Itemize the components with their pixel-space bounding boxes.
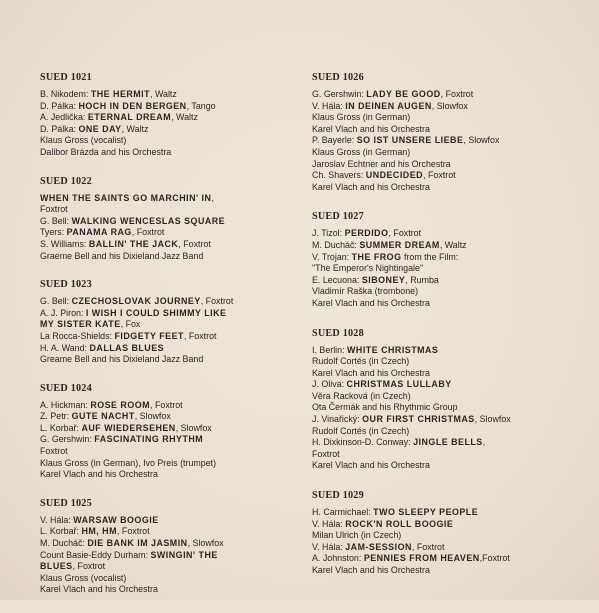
- track-line: [312, 368, 578, 380]
- catalogue-block: [40, 72, 302, 159]
- style-text: , Waltz: [121, 123, 149, 134]
- style-text: , Foxtrot: [72, 561, 106, 572]
- track-title: SIBONEY: [361, 274, 406, 285]
- catalogue-block: [312, 211, 578, 309]
- credit-text: Věra Racková (in Czech): [312, 390, 411, 401]
- credit-text: A. Johnston:: [312, 553, 364, 564]
- credit-text: G. Gershwin:: [40, 434, 95, 445]
- style-text: , Waltz: [150, 89, 177, 99]
- credit-text: V. Hála:: [312, 541, 346, 552]
- catalogue-number: SUED 1026: [312, 72, 364, 83]
- track-title: BLUES: [40, 561, 73, 572]
- track-title: JAM-SESSION: [345, 541, 412, 552]
- credit-text: Foxtrot: [40, 446, 68, 457]
- credit-text: Foxtrot: [312, 448, 340, 459]
- track-line: [40, 124, 302, 136]
- credit-text: Jaroslav Echtner and his Orchestra: [312, 158, 451, 169]
- credit-text: V. Trojan:: [312, 251, 352, 262]
- catalogue-block: [40, 279, 302, 366]
- track-title: SWINGIN' THE: [150, 549, 218, 560]
- track-line: [40, 204, 302, 216]
- track-title: WHITE CHRISTMAS: [347, 344, 439, 355]
- style-text: , Tango: [186, 100, 216, 111]
- track-line: [40, 193, 302, 205]
- credit-text: P. Bayerle:: [312, 135, 357, 146]
- catalogue-number: SUED 1027: [312, 211, 364, 223]
- track-title: HOCH IN DEN BERGEN: [78, 100, 187, 111]
- track-line: [312, 402, 578, 414]
- track-line: [312, 542, 578, 554]
- track-title: WARSAW BOOGIE: [73, 514, 159, 525]
- style-text: , Foxtrot: [178, 238, 211, 249]
- track-line: [312, 530, 578, 542]
- style-text: , Fox: [120, 319, 141, 330]
- style-text: ,: [211, 192, 214, 203]
- style-text: ,: [482, 437, 486, 448]
- style-text: , Foxtrot: [440, 89, 474, 99]
- credit-text: Milan Ulrich (in Czech): [312, 530, 402, 541]
- credit-text: "The Emperor's Nightingale": [312, 263, 424, 274]
- track-title: ETERNAL DREAM: [87, 112, 172, 123]
- credit-text: Graeme Bell and his Dixieland Jazz Band: [40, 250, 204, 261]
- credit-text: L. Korbař:: [40, 526, 82, 537]
- catalogue-number: SUED 1023: [40, 279, 92, 291]
- credit-text: M. Ducháč:: [312, 239, 360, 250]
- credit-text: Greame Bell and his Dixieland Jazz Band: [40, 354, 204, 365]
- track-line: [312, 89, 578, 101]
- track-title: SUMMER DREAM: [359, 239, 440, 250]
- track-line: [40, 550, 302, 562]
- track-title: CZECHOSLOVAK JOURNEY: [71, 296, 201, 307]
- credit-text: V. Hála:: [312, 518, 346, 529]
- track-line: [40, 434, 302, 446]
- credit-text: I. Berlin:: [312, 344, 348, 355]
- catalogue-number: SUED 1025: [40, 497, 92, 509]
- track-title: HM, HM: [81, 526, 117, 537]
- track-line: [312, 356, 578, 368]
- track-title: DALLAS BLUES: [89, 342, 165, 353]
- track-title: PANAMA RAG: [66, 227, 132, 238]
- track-title: MY SISTER KATE: [40, 319, 121, 330]
- credit-text: Klaus Gross (in German): [312, 112, 411, 123]
- track-line: [312, 460, 578, 472]
- credit-text: Karel Vlach and his Orchestra: [40, 584, 158, 595]
- track-line: [312, 182, 578, 194]
- style-text: , Foxtrot: [116, 526, 150, 537]
- style-text: , Foxtrot: [388, 228, 422, 239]
- track-line: [312, 240, 578, 252]
- track-line: [40, 319, 302, 331]
- credit-text: D. Pálka:: [40, 100, 79, 111]
- track-title: PENNIES FROM HEAVEN: [363, 553, 480, 564]
- credit-text: A. Jedlička:: [40, 112, 88, 123]
- track-line: [312, 159, 578, 171]
- catalogue-block: [312, 490, 578, 577]
- style-text: , Slowfox: [463, 135, 500, 146]
- track-title: JINGLE BELLS: [413, 437, 483, 448]
- track-line: [312, 275, 578, 287]
- track-line: [40, 147, 302, 159]
- track-line: [40, 584, 302, 596]
- track-title: IN DEINEN AUGEN: [345, 100, 432, 111]
- catalogue-number: SUED 1021: [40, 72, 92, 83]
- catalogue-block: [312, 328, 578, 473]
- track-line: [40, 354, 302, 366]
- credit-text: J. Vinařický:: [312, 414, 363, 425]
- credit-text: E. Lecuona:: [312, 274, 362, 285]
- credit-text: Dalibor Brázda and his Orchestra: [40, 146, 172, 157]
- credit-text: Karel Vlach and his Orchestra: [312, 123, 430, 134]
- track-title: FIDGETY FEET: [114, 330, 184, 341]
- track-title: SO IST UNSERE LIEBE: [356, 135, 464, 146]
- track-line: [312, 170, 578, 182]
- track-title: UNDECIDED: [365, 170, 424, 181]
- track-line: [40, 216, 302, 228]
- catalogue-number: SUED 1029: [312, 490, 364, 502]
- style-text: , Foxtrot: [423, 170, 456, 181]
- credit-text: L. Korbař:: [40, 422, 82, 433]
- credit-text: H. Dixkinson-D. Conway:: [312, 437, 414, 448]
- track-line: [312, 228, 578, 240]
- credit-text: D. Pálka:: [40, 123, 79, 134]
- track-line: [312, 263, 578, 275]
- credit-text: V. Hála:: [312, 100, 346, 111]
- track-line: [40, 526, 302, 538]
- track-line: [40, 400, 302, 412]
- track-title: I WISH I COULD SHIMMY LIKE: [85, 307, 227, 318]
- credit-text: A. Hickman:: [40, 399, 91, 410]
- style-text: , Rumba: [405, 274, 439, 285]
- track-line: [40, 561, 302, 573]
- track-title: ROSE ROOM: [90, 399, 151, 410]
- track-line: [312, 553, 578, 565]
- track-line: [40, 343, 302, 355]
- track-line: [40, 411, 302, 423]
- track-title: CHRISTMAS LULLABY: [346, 379, 452, 390]
- credit-text: Klaus Gross (vocalist): [40, 135, 127, 146]
- credit-text: H. Carmichael:: [312, 507, 374, 518]
- track-title: WHEN THE SAINTS GO MARCHIN' IN: [40, 192, 212, 203]
- credit-text: G. Bell:: [40, 296, 72, 307]
- credit-text: Karel Vlach and his Orchestra: [40, 469, 158, 480]
- track-line: [40, 573, 302, 585]
- right-column: [312, 72, 578, 595]
- style-text: , Foxtrot: [411, 541, 445, 552]
- track-line: [312, 124, 578, 136]
- track-line: [312, 507, 578, 519]
- track-title: FASCINATING RHYTHM: [94, 434, 204, 445]
- track-title: OUR FIRST CHRISTMAS: [362, 414, 475, 425]
- track-line: [312, 112, 578, 124]
- track-line: [40, 538, 302, 550]
- track-line: [312, 426, 578, 438]
- catalogue-block: [40, 176, 302, 263]
- track-title: DIE BANK IM JASMIN: [87, 538, 188, 549]
- credit-text: Rudolf Cortés (in Czech): [312, 356, 410, 367]
- credit-text: Count Basie-Eddy Durham:: [40, 549, 151, 560]
- style-text: , Slowfox: [431, 100, 468, 111]
- track-line: [312, 252, 578, 264]
- credit-text: Foxtrot: [40, 204, 68, 215]
- catalogue-number: SUED 1024: [40, 382, 92, 394]
- credit-text: Karel Vlach and his Orchestra: [312, 565, 430, 575]
- track-line: [40, 458, 302, 470]
- left-column: [40, 72, 302, 613]
- track-line: [312, 298, 578, 310]
- track-title: ONE DAY: [78, 123, 122, 134]
- catalogue-number: SUED 1028: [312, 327, 364, 339]
- track-line: [312, 286, 578, 298]
- track-title: THE FROG: [351, 251, 402, 262]
- track-line: [312, 391, 578, 403]
- credit-text: Klaus Gross (in German), Ivo Preis (trumpet): [40, 457, 217, 468]
- track-title: TWO SLEEPY PEOPLE: [373, 507, 479, 518]
- track-line: [312, 565, 578, 577]
- track-line: [40, 251, 302, 263]
- catalogue-number: SUED 1022: [40, 175, 92, 187]
- credit-text: J. Tizol:: [312, 228, 345, 239]
- track-title: BALLIN' THE JACK: [88, 238, 179, 249]
- credit-text: G. Bell:: [40, 215, 72, 226]
- track-line: [40, 112, 302, 124]
- track-title: THE HERMIT: [90, 89, 151, 99]
- style-text: , Slowfox: [474, 414, 511, 425]
- track-line: [312, 519, 578, 531]
- credit-text: A. J. Piron:: [40, 307, 86, 318]
- credit-text: B. Nikodem:: [40, 89, 91, 99]
- style-text: , Foxtrot: [200, 296, 234, 307]
- track-line: [40, 101, 302, 113]
- track-line: [312, 147, 578, 159]
- style-text: , Foxtrot: [131, 227, 165, 238]
- track-line: [312, 101, 578, 113]
- credit-text: Vladimír Raška (trombone): [312, 286, 419, 297]
- track-line: [40, 331, 302, 343]
- catalogue-block: [40, 498, 302, 596]
- style-text: , Waltz: [171, 112, 198, 123]
- track-line: [312, 135, 578, 147]
- track-line: [40, 135, 302, 147]
- style-text: , Foxtrot: [183, 330, 217, 341]
- track-line: [312, 437, 578, 449]
- credit-text: Klaus Gross (vocalist): [40, 572, 127, 583]
- track-line: [40, 515, 302, 527]
- track-title: WALKING WENCESLAS SQUARE: [71, 215, 226, 226]
- credit-text: Karel Vlach and his Orchestra: [312, 297, 430, 308]
- catalogue-block: [40, 383, 302, 481]
- track-line: [40, 469, 302, 481]
- credit-text: La Rocca-Shields:: [40, 330, 115, 341]
- track-line: [312, 414, 578, 426]
- track-line: [40, 446, 302, 458]
- style-text: , Waltz: [439, 239, 467, 250]
- credit-text: Klaus Gross (in German): [312, 146, 411, 157]
- track-line: [40, 239, 302, 251]
- credit-text: H. A. Wand:: [40, 342, 90, 353]
- credit-text: M. Ducháč:: [40, 538, 88, 549]
- track-title: ROCK'N ROLL BOOGIE: [345, 518, 454, 529]
- track-line: [312, 379, 578, 391]
- style-text: , Slowfox: [187, 538, 224, 549]
- track-title: PERDIDO: [344, 228, 389, 239]
- credit-text: J. Oliva:: [312, 379, 347, 390]
- style-text: , Slowfox: [175, 422, 212, 433]
- credit-text: Z. Petr:: [40, 411, 72, 422]
- track-line: [40, 227, 302, 239]
- track-line: [40, 423, 302, 435]
- credit-text: S. Williams:: [40, 238, 89, 249]
- credit-text: Ota Čermák and his Rhythmic Group: [312, 402, 458, 413]
- credit-text: Rudolf Cortés (in Czech): [312, 425, 410, 436]
- credit-text: Karel Vlach and his Orchestra: [312, 367, 430, 378]
- track-title: GUTE NACHT: [71, 411, 135, 422]
- credit-text: V. Hála:: [40, 514, 74, 525]
- track-line: [40, 308, 302, 320]
- track-title: AUF WIEDERSEHEN: [81, 422, 176, 433]
- style-text: from the Film:: [401, 251, 459, 262]
- track-line: [312, 449, 578, 461]
- track-title: LADY BE GOOD: [366, 89, 441, 99]
- credit-text: Karel Vlach and his Orchestra: [312, 460, 430, 471]
- credit-text: G. Gershwin:: [312, 89, 367, 99]
- track-line: [40, 296, 302, 308]
- credit-text: Tyers:: [40, 227, 67, 238]
- catalogue-block: [312, 72, 578, 193]
- style-text: , Foxtrot: [150, 399, 183, 410]
- style-text: , Slowfox: [134, 411, 171, 422]
- track-line: [40, 89, 302, 101]
- track-line: [312, 345, 578, 357]
- credit-text: Karel Vlach and his Orchestra: [312, 181, 430, 192]
- credit-text: Ch. Shavers:: [312, 170, 366, 181]
- style-text: ,Foxtrot: [479, 553, 510, 564]
